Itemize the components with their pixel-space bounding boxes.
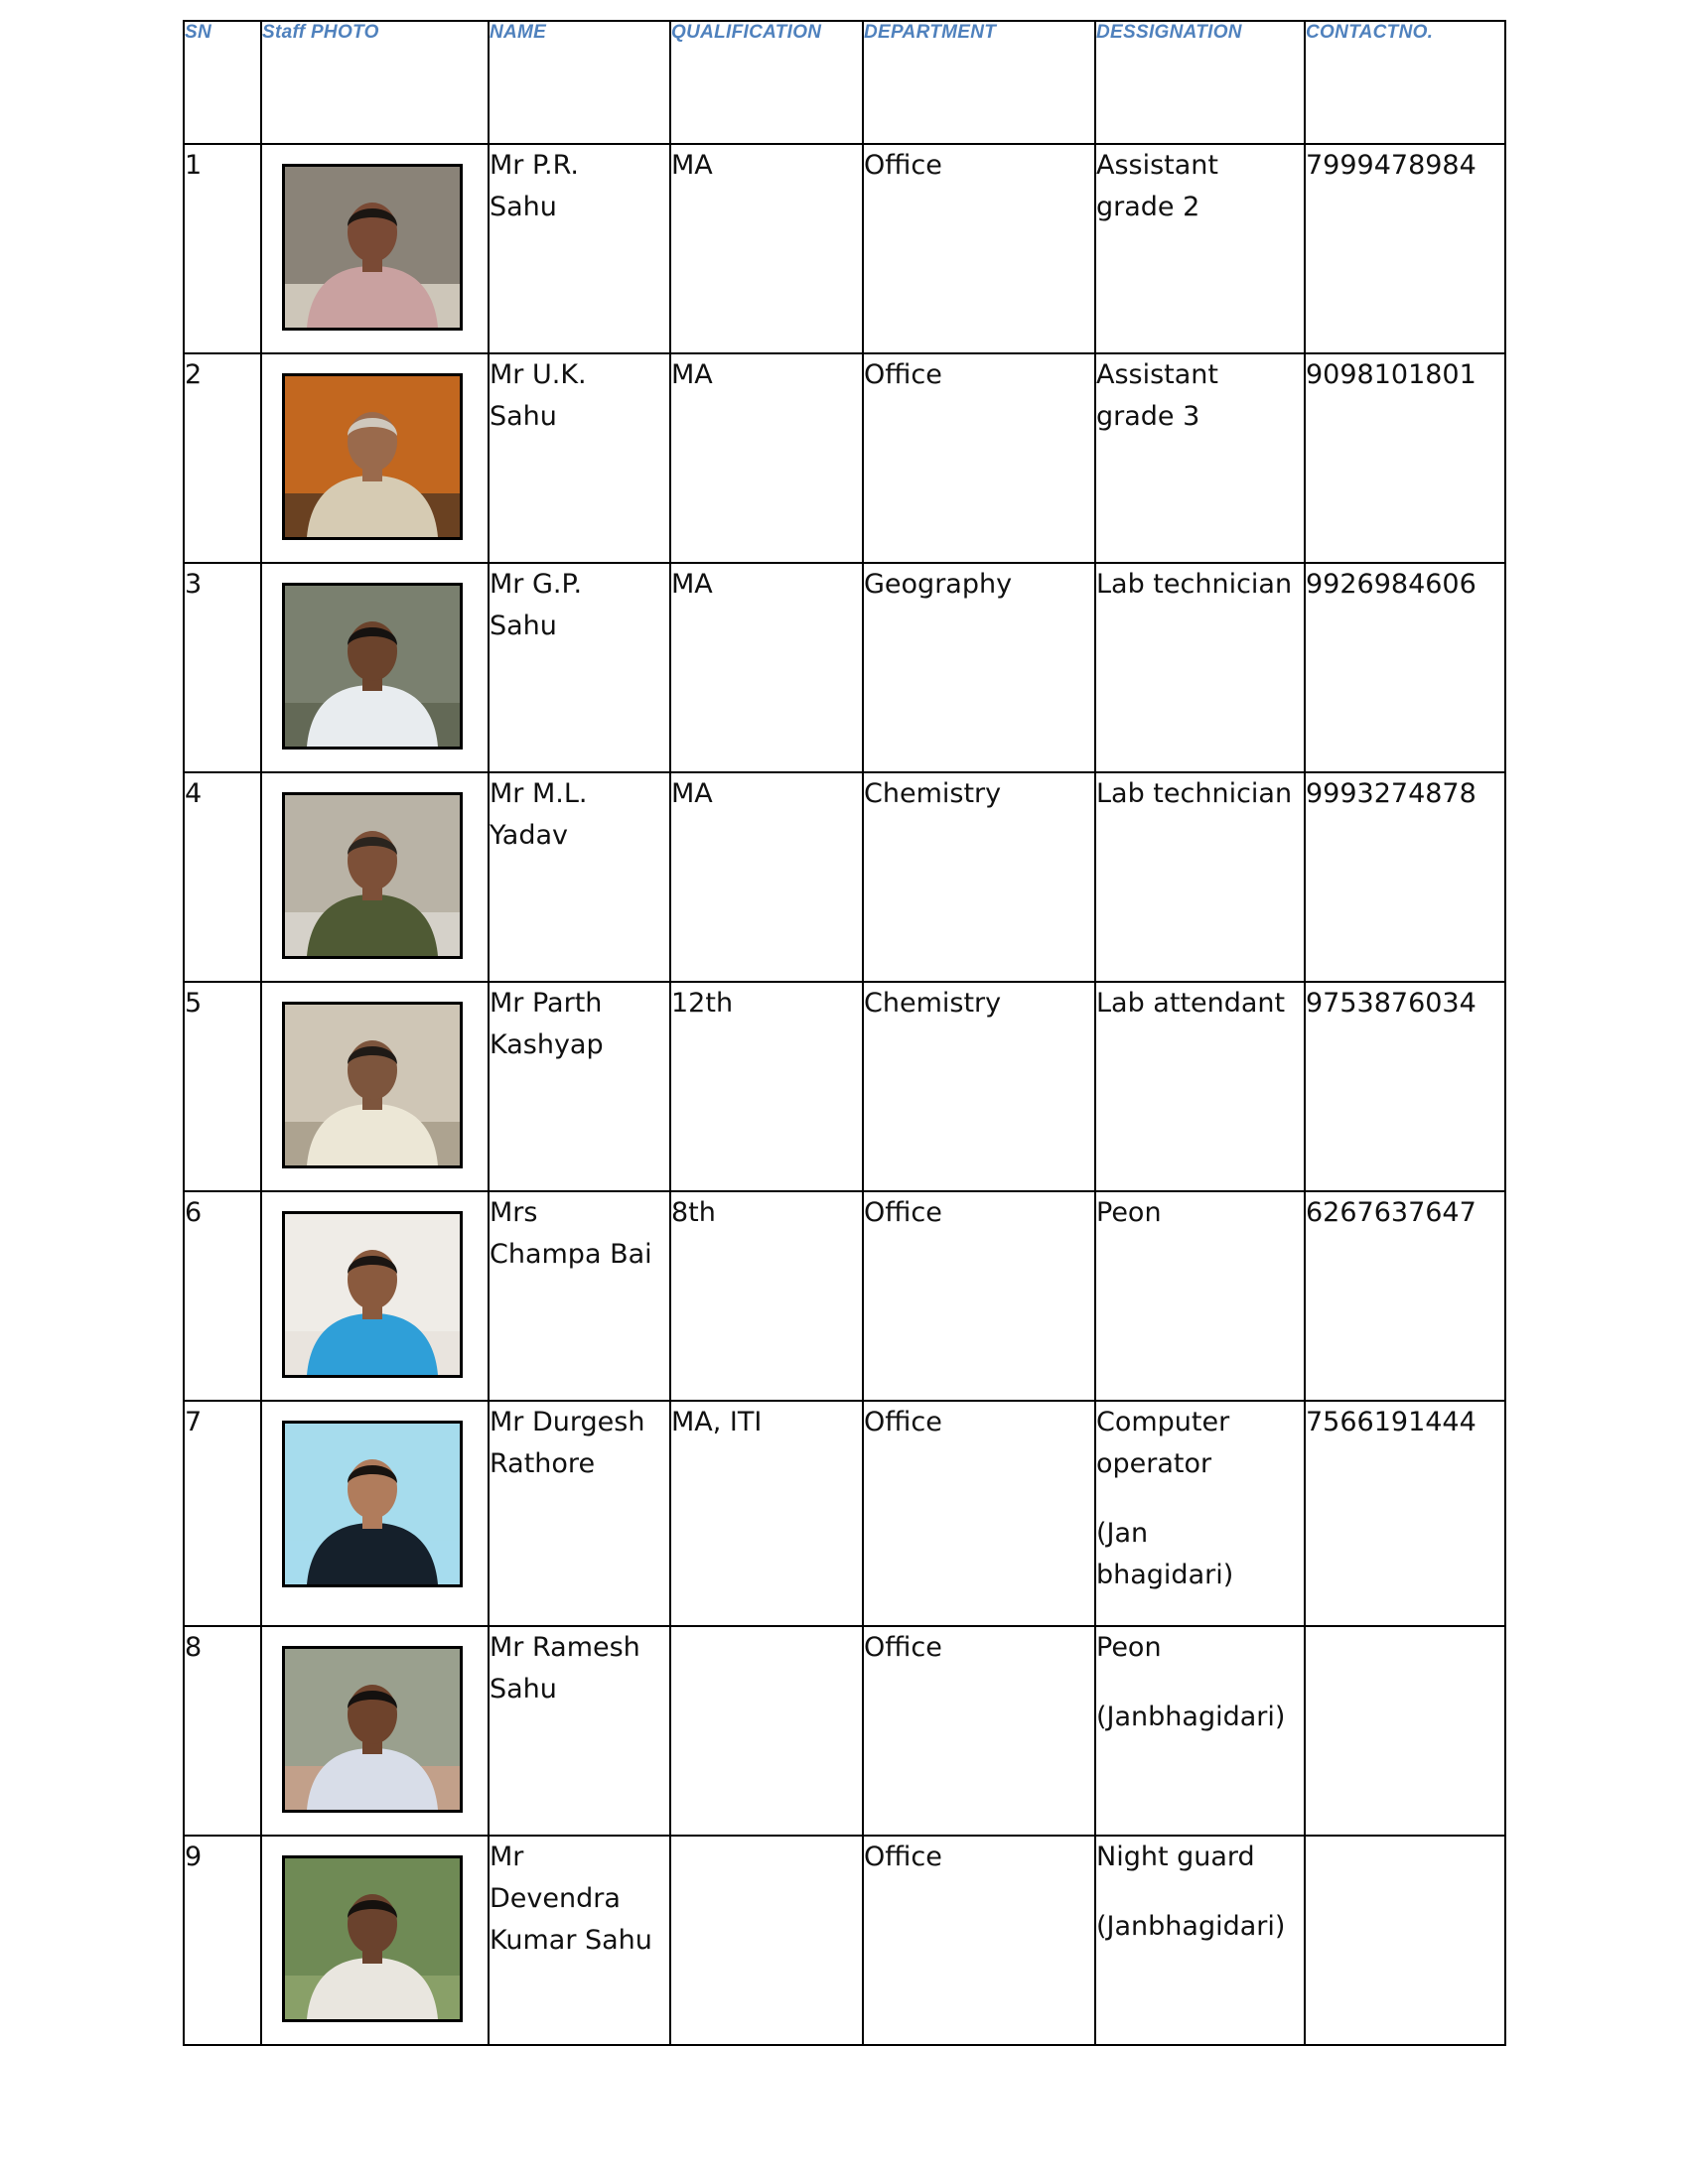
staff-photo <box>282 1421 463 1587</box>
cell-qualification-text: MA, ITI <box>671 1407 763 1437</box>
cell-name <box>489 772 670 982</box>
cell-department-text: Office <box>864 150 942 181</box>
cell-name-text: Mr M.L. <box>490 778 588 809</box>
staff-photo-image <box>285 1424 460 1584</box>
cell-department <box>863 1401 1095 1626</box>
cell-designation <box>1095 144 1305 353</box>
cell-qualification <box>670 1191 863 1401</box>
cell-name-text: Sahu <box>490 611 557 641</box>
staff-photo <box>282 792 463 959</box>
cell-contact <box>1305 1191 1505 1401</box>
table-header-row <box>184 21 1505 144</box>
cell-name <box>489 1191 670 1401</box>
cell-designation-text: (Jan <box>1096 1518 1149 1549</box>
cell-sn-text: 2 <box>185 359 203 390</box>
cell-designation <box>1095 1191 1305 1401</box>
cell-contact-text <box>1306 1837 1504 1864</box>
header-name: NAME <box>489 21 670 144</box>
cell-name <box>489 1836 670 2045</box>
cell-contact <box>1305 144 1505 353</box>
cell-name-text: Champa Bai <box>490 1239 652 1270</box>
cell-photo <box>261 772 489 982</box>
cell-qualification-text: 12th <box>671 988 734 1019</box>
cell-photo <box>261 1626 489 1836</box>
cell-designation-text: Lab attendant <box>1096 988 1286 1019</box>
header-sn: SN <box>184 21 261 144</box>
cell-designation <box>1095 772 1305 982</box>
staff-photo-image <box>285 1214 460 1375</box>
cell-name-text: Sahu <box>490 401 557 432</box>
table-row <box>184 1626 1505 1836</box>
header-designation: DESSIGNATION <box>1095 21 1305 144</box>
cell-designation <box>1095 1401 1305 1626</box>
staff-photo <box>282 1855 463 2022</box>
cell-contact <box>1305 1626 1505 1836</box>
cell-sn <box>184 1836 261 2045</box>
staff-photo-image <box>285 795 460 956</box>
header-department: DEPARTMENT <box>863 21 1095 144</box>
cell-designation-text: grade 2 <box>1096 192 1200 222</box>
staff-photo <box>282 583 463 750</box>
cell-contact <box>1305 1401 1505 1626</box>
cell-name-text: Mr U.K. <box>490 359 587 390</box>
cell-qualification <box>670 353 863 563</box>
table-row <box>184 563 1505 772</box>
cell-sn <box>184 772 261 982</box>
header-contact: CONTACTNO. <box>1305 21 1505 144</box>
table-row <box>184 1191 1505 1401</box>
cell-designation <box>1095 1626 1305 1836</box>
cell-department-text: Chemistry <box>864 988 1002 1019</box>
cell-contact-text: 6267637647 <box>1306 1197 1477 1228</box>
cell-department-text: Geography <box>864 569 1013 600</box>
cell-photo <box>261 1191 489 1401</box>
cell-name-text: Devendra <box>490 1883 621 1914</box>
cell-department-text: Office <box>864 1197 942 1228</box>
cell-designation-text: Computer <box>1096 1407 1230 1437</box>
staff-photo <box>282 164 463 331</box>
cell-designation-text <box>1096 1669 1304 1697</box>
cell-department-text: Office <box>864 1632 942 1663</box>
table-row <box>184 1836 1505 2045</box>
cell-sn <box>184 353 261 563</box>
cell-name-text: Mr Durgesh <box>490 1407 645 1437</box>
cell-designation-text <box>1096 1878 1304 1906</box>
cell-contact-text <box>1306 1627 1504 1655</box>
cell-photo <box>261 353 489 563</box>
cell-qualification <box>670 1836 863 2045</box>
cell-name-text: Mr <box>490 1842 524 1872</box>
cell-sn <box>184 1626 261 1836</box>
cell-name-text: Rathore <box>490 1448 596 1479</box>
cell-department <box>863 1626 1095 1836</box>
cell-department <box>863 144 1095 353</box>
cell-photo <box>261 144 489 353</box>
cell-qualification-text: 8th <box>671 1197 716 1228</box>
cell-photo <box>261 563 489 772</box>
cell-contact <box>1305 563 1505 772</box>
cell-department <box>863 353 1095 563</box>
cell-designation-text: Assistant <box>1096 359 1219 390</box>
cell-name <box>489 144 670 353</box>
cell-department <box>863 1191 1095 1401</box>
staff-photo-image <box>285 1649 460 1810</box>
cell-contact-text: 7999478984 <box>1306 150 1477 181</box>
cell-contact-text: 9753876034 <box>1306 988 1477 1019</box>
cell-contact-text: 7566191444 <box>1306 1407 1477 1437</box>
cell-sn-text: 7 <box>185 1407 203 1437</box>
staff-photo-image <box>285 376 460 537</box>
cell-department-text: Chemistry <box>864 778 1002 809</box>
cell-name-text: Mrs <box>490 1197 538 1228</box>
cell-name <box>489 353 670 563</box>
cell-designation-text: Night guard <box>1096 1842 1255 1872</box>
cell-qualification-text: MA <box>671 569 713 600</box>
table-body <box>184 144 1505 2045</box>
table-row <box>184 1401 1505 1626</box>
cell-name-text: Mr G.P. <box>490 569 583 600</box>
cell-sn <box>184 982 261 1191</box>
cell-designation <box>1095 563 1305 772</box>
table-row <box>184 772 1505 982</box>
cell-name-text: Kumar Sahu <box>490 1925 652 1956</box>
cell-designation-text: Peon <box>1096 1197 1162 1228</box>
cell-name-text: Kashyap <box>490 1029 604 1060</box>
cell-department <box>863 1836 1095 2045</box>
header-qualification: QUALIFICATION <box>670 21 863 144</box>
cell-contact <box>1305 1836 1505 2045</box>
cell-name-text: Mr P.R. <box>490 150 580 181</box>
staff-photo <box>282 1002 463 1168</box>
cell-name-text: Yadav <box>490 820 568 851</box>
cell-sn-text: 3 <box>185 569 203 600</box>
cell-designation-text: grade 3 <box>1096 401 1200 432</box>
cell-contact-text: 9098101801 <box>1306 359 1477 390</box>
cell-designation-text: Lab technician <box>1096 778 1293 809</box>
table-row <box>184 144 1505 353</box>
cell-department <box>863 563 1095 772</box>
cell-qualification-text: MA <box>671 778 713 809</box>
cell-sn-text: 6 <box>185 1197 203 1228</box>
header-photo: Staff PHOTO <box>261 21 489 144</box>
cell-designation-text: bhagidari) <box>1096 1560 1234 1590</box>
cell-sn-text: 4 <box>185 778 203 809</box>
cell-photo <box>261 1836 489 2045</box>
staff-photo-image <box>285 1005 460 1165</box>
cell-department <box>863 772 1095 982</box>
cell-qualification-text: MA <box>671 359 713 390</box>
cell-qualification <box>670 982 863 1191</box>
cell-sn <box>184 144 261 353</box>
cell-qualification-text: MA <box>671 150 713 181</box>
cell-qualification-text <box>671 1837 862 1864</box>
cell-qualification <box>670 1401 863 1626</box>
cell-name <box>489 1626 670 1836</box>
cell-name-text: Mr Parth <box>490 988 603 1019</box>
cell-department-text: Office <box>864 1407 942 1437</box>
cell-contact <box>1305 982 1505 1191</box>
staff-photo <box>282 1646 463 1813</box>
cell-contact-text: 9926984606 <box>1306 569 1477 600</box>
cell-designation-text: operator <box>1096 1448 1212 1479</box>
cell-designation-text <box>1096 1485 1304 1513</box>
cell-designation <box>1095 982 1305 1191</box>
table-row <box>184 353 1505 563</box>
cell-sn <box>184 1191 261 1401</box>
cell-qualification <box>670 144 863 353</box>
cell-photo <box>261 982 489 1191</box>
cell-name-text: Sahu <box>490 192 557 222</box>
cell-name <box>489 982 670 1191</box>
cell-sn-text: 1 <box>185 150 203 181</box>
cell-designation-text: (Janbhagidari) <box>1096 1911 1286 1942</box>
cell-designation <box>1095 1836 1305 2045</box>
table-row <box>184 982 1505 1191</box>
cell-sn <box>184 563 261 772</box>
staff-photo-image <box>285 1858 460 2019</box>
cell-name-text: Mr Ramesh <box>490 1632 640 1663</box>
cell-designation <box>1095 353 1305 563</box>
cell-name <box>489 1401 670 1626</box>
cell-qualification <box>670 1626 863 1836</box>
cell-sn-text: 9 <box>185 1842 203 1872</box>
cell-qualification <box>670 772 863 982</box>
cell-designation-text: (Janbhagidari) <box>1096 1702 1286 1732</box>
cell-department-text: Office <box>864 1842 942 1872</box>
cell-designation-text: Lab technician <box>1096 569 1293 600</box>
cell-designation-text: Assistant <box>1096 150 1219 181</box>
staff-photo <box>282 373 463 540</box>
staff-photo-image <box>285 586 460 747</box>
cell-contact <box>1305 353 1505 563</box>
cell-department-text: Office <box>864 359 942 390</box>
cell-photo <box>261 1401 489 1626</box>
staff-table <box>183 20 1506 2046</box>
cell-sn-text: 5 <box>185 988 203 1019</box>
cell-name-text: Sahu <box>490 1674 557 1705</box>
cell-qualification-text <box>671 1627 862 1655</box>
cell-contact <box>1305 772 1505 982</box>
staff-photo-image <box>285 167 460 328</box>
cell-qualification <box>670 563 863 772</box>
cell-name <box>489 563 670 772</box>
cell-sn-text: 8 <box>185 1632 203 1663</box>
cell-sn <box>184 1401 261 1626</box>
cell-designation-text: Peon <box>1096 1632 1162 1663</box>
staff-photo <box>282 1211 463 1378</box>
cell-contact-text: 9993274878 <box>1306 778 1477 809</box>
cell-department <box>863 982 1095 1191</box>
